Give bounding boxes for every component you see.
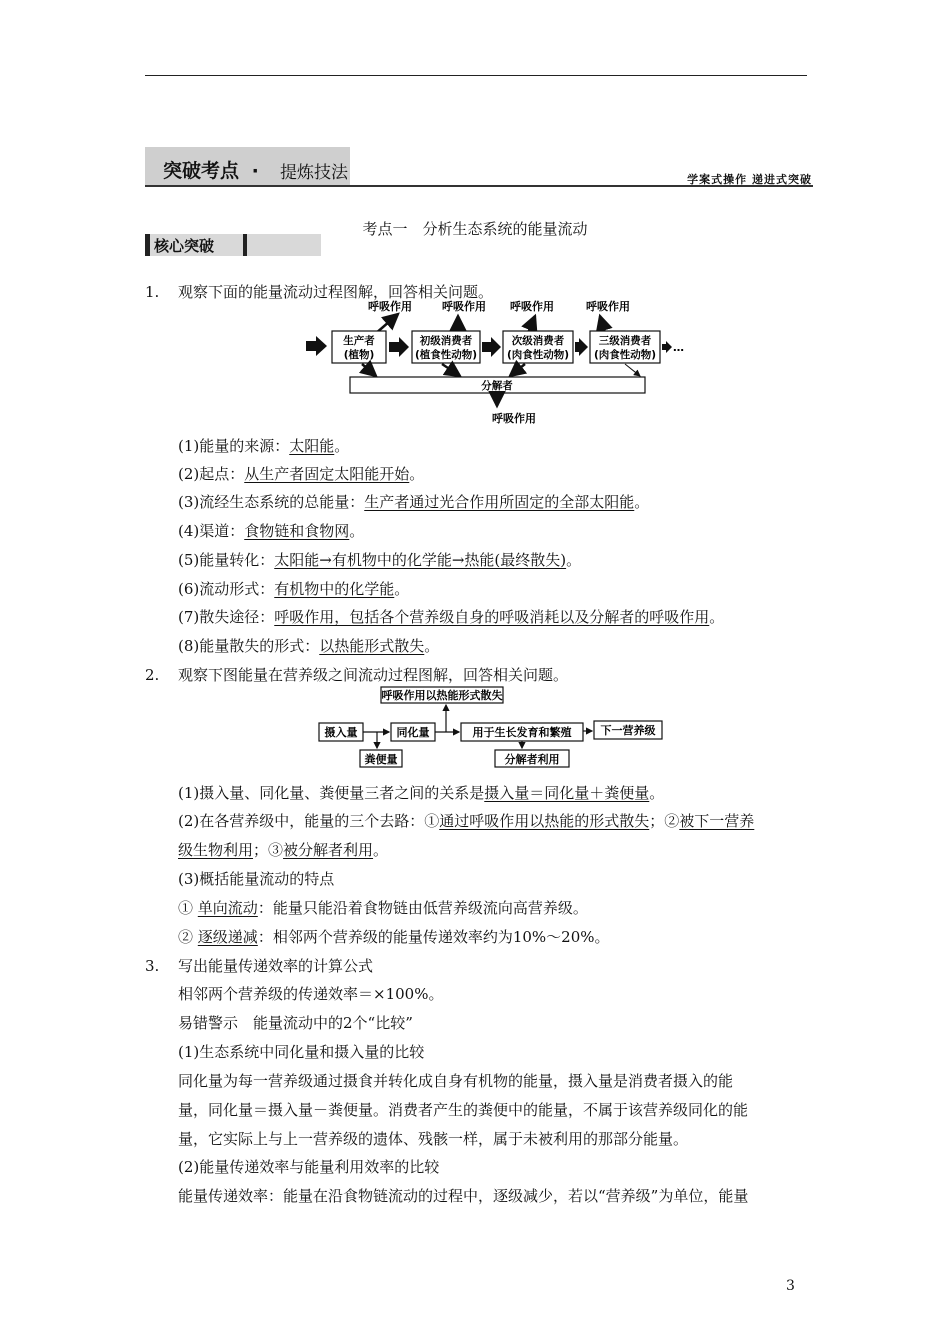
q3-warning: 易错警示 能量流动中的2个“比较” [178, 1014, 413, 1032]
q1-item-6-prefix: (6)流动形式： [178, 580, 275, 598]
decomposer-label: 分解者 [481, 380, 513, 392]
q3-p2-line1: 能量传递效率：能量在沿食物链流动的过程中，逐级减少，若以“营养级”为单位，能量 [178, 1187, 749, 1205]
banner-main-text: 突破考点 [163, 160, 240, 182]
q3-formula: 相邻两个营养级的传递效率＝×100%。 [178, 985, 444, 1003]
resp-label-2: 呼吸作用 [442, 300, 486, 313]
q1-text: 观察下面的能量流动过程图解，回答相关问题。 [178, 283, 494, 301]
banner-subtitle: 提炼技法 [280, 163, 348, 183]
chain-ellipsis: … [673, 341, 684, 354]
intake-label: 摄入量 [324, 726, 358, 739]
q3-text: 写出能量传递效率的计算公式 [178, 957, 374, 975]
core-label: 核心突破 [154, 237, 215, 255]
banner-right-text: 学案式操作 递进式突破 [687, 173, 812, 186]
page-number: 3 [786, 1278, 795, 1294]
feature-2-mark: ② [178, 928, 194, 946]
q2-item-2-answer1: 通过呼吸作用以热能的形式散失 [439, 812, 650, 830]
energy-flow-diagram [300, 296, 690, 428]
q2-item-2-mid2: ；③ [253, 841, 284, 859]
q1-item-4 [178, 518, 364, 544]
q2-item-1 [178, 780, 664, 806]
c1-line1: 初级消费者 [419, 335, 473, 347]
decomp-resp-label: 呼吸作用 [492, 412, 536, 425]
q2-text: 观察下图能量在营养级之间流动过程图解，回答相关问题。 [178, 666, 569, 684]
q2-item-2-answer3: 被分解者利用 [283, 841, 374, 859]
q1-item-8 [178, 633, 439, 659]
growth-label: 用于生长发育和繁殖 [472, 726, 572, 739]
q1-item-6-answer: 有机物中的化学能 [274, 580, 395, 598]
q1-item-2-suffix: 。 [409, 465, 425, 483]
assim-label: 同化量 [396, 726, 430, 739]
q1-item-3 [178, 489, 649, 515]
q3-p1-line1: 同化量为每一营养级通过摄食并转化成自身有机物的能量，摄入量是消费者摄入的能 [178, 1072, 734, 1090]
q2-item-1-suffix: 。 [649, 784, 665, 802]
heat-label: 呼吸作用以热能形式散失 [381, 689, 503, 702]
feces-label: 粪便量 [364, 753, 398, 766]
c2-line1: 次级消费者 [511, 335, 565, 347]
q2-feature-2 [178, 924, 610, 950]
q3-sub1: (1)生态系统中同化量和摄入量的比较 [178, 1043, 425, 1061]
flow-arrow-4 [662, 341, 672, 353]
q1-item-8-suffix: 。 [424, 637, 440, 655]
q1-item-5-prefix: (5)能量转化： [178, 551, 275, 569]
q1-item-3-suffix: 。 [634, 493, 650, 511]
q2-item-2-answer2b: 级生物利用 [178, 841, 254, 859]
trophic-flow-diagram [315, 684, 670, 770]
q2-item-2-mid1: ；② [649, 812, 680, 830]
q1-number: 1. [145, 283, 160, 301]
q1-item-3-answer: 生产者通过光合作用所固定的全部太阳能 [364, 493, 635, 511]
q1-item-8-answer: 以热能形式散失 [319, 637, 425, 655]
q2-feature-1 [178, 895, 588, 921]
q1-item-2-answer: 从生产者固定太阳能开始 [244, 465, 410, 483]
sun-input-arrow [306, 336, 327, 356]
banner-dot: · [251, 160, 259, 182]
q1-item-4-answer: 食物链和食物网 [244, 522, 350, 540]
producer-line1: 生产者 [343, 335, 375, 347]
q3-number: 3. [145, 957, 160, 975]
q2-item-2-line1 [178, 808, 754, 834]
q1-item-7-suffix: 。 [709, 608, 725, 626]
q3-sub2: (2)能量传递效率与能量利用效率的比较 [178, 1158, 440, 1176]
q3-p1-line2: 量，同化量＝摄入量－粪便量。消费者产生的粪便中的能量，不属于该营养级同化的能 [178, 1101, 749, 1119]
kaodian-title: 考点一 分析生态系统的能量流动 [362, 220, 588, 238]
feature-1-answer: 单向流动 [197, 899, 258, 917]
next-level-label: 下一营养级 [600, 724, 656, 737]
q1-item-7-prefix: (7)散失途径： [178, 608, 275, 626]
c3-line1: 三级消费者 [598, 335, 652, 347]
q1-item-1-suffix: 。 [334, 437, 350, 455]
q2-item-2-suffix: 。 [373, 841, 389, 859]
q1-item-5 [178, 547, 581, 573]
resp-label-3: 呼吸作用 [510, 300, 554, 313]
c2-line2: (肉食性动物) [506, 349, 570, 361]
q1-item-7-answer: 呼吸作用，包括各个营养级自身的呼吸消耗以及分解者的呼吸作用 [274, 608, 710, 626]
c1-line2: (植食性动物) [414, 349, 478, 361]
top-rule [145, 75, 807, 76]
decomp-use-label: 分解者利用 [504, 753, 560, 766]
q1-item-3-prefix: (3)流经生态系统的总能量： [178, 493, 365, 511]
flow-arrow-1 [389, 337, 409, 357]
core-label-end-bar [243, 234, 247, 256]
decomp-arrow-4 [625, 364, 640, 376]
decomp-arrow-1 [362, 364, 376, 376]
feature-1-mark: ① [178, 899, 194, 917]
q1-item-1-prefix: (1)能量的来源： [178, 437, 290, 455]
q1-item-5-suffix: 。 [566, 551, 582, 569]
q3-p1-line3: 量，它实际上与上一营养级的遗体、残骸一样，属于未被利用的那部分能量。 [178, 1130, 689, 1148]
core-label-bar [145, 234, 150, 256]
resp-label-1: 呼吸作用 [368, 300, 412, 313]
q1-item-4-prefix: (4)渠道： [178, 522, 245, 540]
banner-title [163, 156, 259, 183]
feature-1-text: ：能量只能沿着食物链由低营养级流向高营养级。 [257, 899, 588, 917]
q2-item-2-answer2a: 被下一营养 [679, 812, 755, 830]
q2-number: 2. [145, 666, 160, 684]
feature-2-text: ：相邻两个营养级的能量传递效率约为10%～20%。 [257, 928, 610, 946]
q1-item-5-answer: 太阳能→有机物中的化学能→热能(最终散失) [274, 551, 567, 569]
q1-item-2 [178, 461, 424, 487]
q1-item-2-prefix: (2)起点： [178, 465, 245, 483]
flow-arrow-3 [575, 338, 588, 356]
q1-item-1-answer: 太阳能 [289, 437, 335, 455]
feature-2-answer: 逐级递减 [197, 928, 258, 946]
resp-label-4: 呼吸作用 [586, 300, 630, 313]
q1-item-6 [178, 576, 409, 602]
producer-line2: (植物) [343, 349, 375, 361]
q1-item-7 [178, 604, 724, 630]
q1-item-4-suffix: 。 [349, 522, 365, 540]
q2-item-1-prefix: (1)摄入量、同化量、粪便量三者之间的关系是 [178, 784, 485, 802]
q2-item-1-answer: 摄入量＝同化量＋粪便量 [484, 784, 650, 802]
q1-item-8-prefix: (8)能量散失的形式： [178, 637, 320, 655]
c3-line2: (肉食性动物) [593, 349, 657, 361]
decomp-arrow-2 [442, 364, 460, 376]
decomp-arrow-3 [510, 364, 525, 376]
q2-item-2-prefix: (2)在各营养级中，能量的三个去路：① [178, 812, 440, 830]
flow-arrow-2 [482, 337, 501, 357]
q1-item-6-suffix: 。 [394, 580, 410, 598]
q1-item-1 [178, 433, 349, 459]
q2-item-3: (3)概括能量流动的特点 [178, 870, 335, 888]
q2-item-2-line2 [178, 837, 388, 863]
